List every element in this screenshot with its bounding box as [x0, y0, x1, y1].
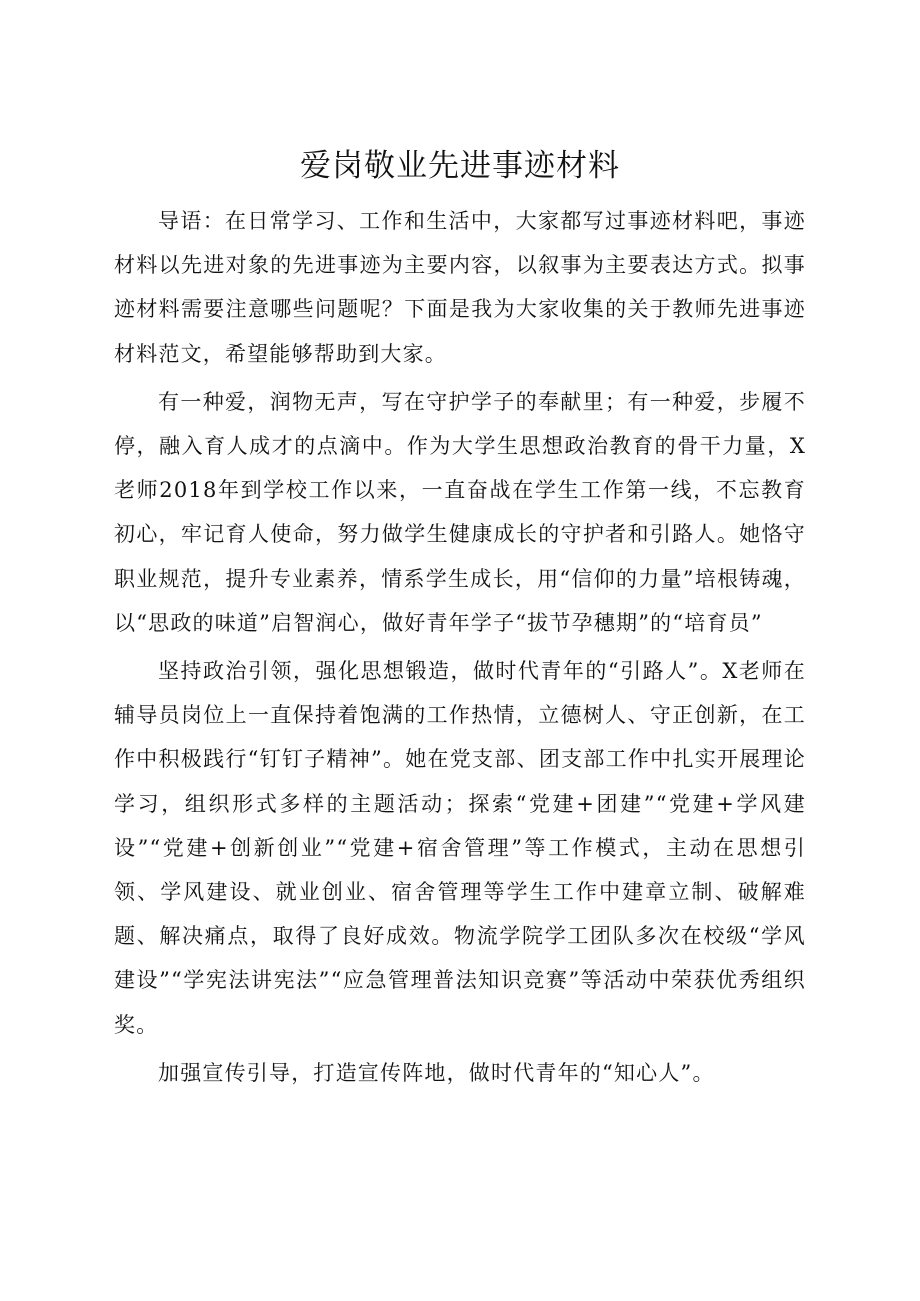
paragraph-intro: 导语：在日常学习、工作和生活中，大家都写过事迹材料吧，事迹材料以先进对象的先进事迹为主要内容，以叙事为主要表达方式。拟事迹材料需要注意哪些问题呢？下面是我为大家收集的关于教师先进事迹材料范文，希望能够帮助到大家。: [114, 209, 806, 366]
document-title: 爱岗敬业先进事迹材料: [300, 148, 620, 184]
paragraph-political-guidance: 坚持政治引领，强化思想锻造，做时代青年的“引路人”。X老师在辅导员岗位上一直保持着饱满的工作热情，立德树人、守正创新，在工作中积极践行“钉钉子精神”。她在党支部、团支部工作中扎实开展理论学习，组织形式多样的主题活动；探索“党建+团建”“党建+学风建设”“党建+创新创业”“党建+宿舍管理”等工作模式，主动在思想引领、学风建设、就业创业、宿舍管理等学生工作中建章立制、破解难题、解决痛点，取得了良好成效。物流学院学工团队多次在校级“学风建设”“学宪法讲宪法”“应急管理普法知识竞赛”等活动中荣获优秀组织奖。: [114, 659, 806, 1037]
paragraph-publicity: 加强宣传引导，打造宣传阵地，做时代青年的“知心人”。: [158, 1060, 715, 1085]
paragraph-love: 有一种爱，润物无声，写在守护学子的奉献里；有一种爱，步履不停，融入育人成才的点滴中。作为大学生思想政治教育的骨干力量，X老师2018年到学校工作以来，一直奋战在学生工作第一线，不忘教育初心，牢记育人使命，努力做学生健康成长的守护者和引路人。她恪守职业规范，提升专业素养，情系学生成长，用“信仰的力量”培根铸魂，以“思政的味道”启智润心，做好青年学子“拔节孕穗期”的“培育员”: [114, 389, 806, 635]
document-body: [114, 199, 806, 1095]
